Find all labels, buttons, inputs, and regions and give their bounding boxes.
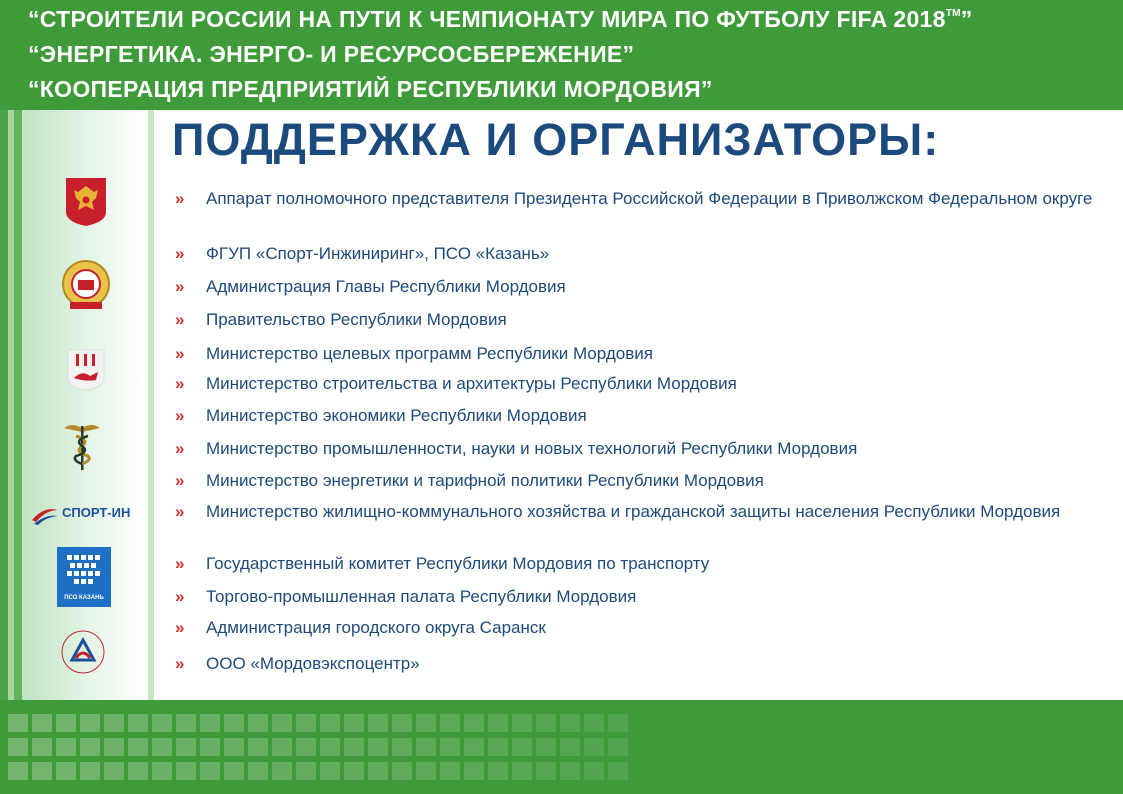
list-item [175,617,1095,639]
bullet-marker: » [175,439,185,458]
list-item-label: Администрация Главы Республики Мордовия [206,277,566,296]
footer-decor-square [152,762,172,780]
list-item-label: Администрация городского округа Саранск [206,618,546,637]
footer-decor-square [488,762,508,780]
footer-decor-square [104,738,124,756]
footer-decor-square [536,714,556,732]
footer-decor-square [392,738,412,756]
footer-decor-square [392,762,412,780]
pso-kazan-label: ПСО КАЗАНЬ [64,595,104,601]
mordovia-coat-of-arms-logo [60,258,112,319]
list-item [175,501,1095,523]
footer-decor-square [80,714,100,732]
bullet-marker: » [175,310,185,329]
footer-decor-square [224,714,244,732]
footer-decor-square [128,738,148,756]
footer-decor-square [512,762,532,780]
bullet-marker: » [175,587,185,606]
list-item-label: Аппарат полномочного представителя Президента Российской Федерации в Приволжском Федеральном округе [206,189,1093,208]
list-item-label: Министерство энергетики и тарифной политики Республики Мордовия [206,471,764,490]
footer-decor-square [536,738,556,756]
footer-decor-square [152,714,172,732]
pso-kazan-logo [57,547,111,607]
footer-decor-square [320,738,340,756]
list-item [175,243,1095,265]
footer-decor-square [224,738,244,756]
footer-decor-square [608,714,628,732]
footer-decor-square [8,762,28,780]
footer-decor-square [368,738,388,756]
footer-decor-square [416,738,436,756]
list-item-label: Министерство строительства и архитектуры Республики Мордовия [206,374,737,393]
footer-decor-square [32,738,52,756]
footer-decor-square [176,738,196,756]
list-item [175,276,1095,298]
bullet-marker: » [175,244,185,263]
list-item [175,470,1095,492]
footer-decor-square [56,738,76,756]
list-item [175,188,1095,210]
footer-decor-square [440,738,460,756]
footer-decor-square [200,738,220,756]
footer-decor-square [272,738,292,756]
header-banner [0,0,1123,110]
footer-decor-square [392,714,412,732]
list-item-label: Правительство Республики Мордовия [206,310,507,329]
list-item-label: Министерство промышленности, науки и новых технологий Республики Мордовия [206,439,858,458]
footer-decor-square [440,714,460,732]
footer-decor-square [224,762,244,780]
footer-decor-square [560,738,580,756]
footer-decor-square [368,714,388,732]
footer-decor-square [584,762,604,780]
footer-decor-square [464,762,484,780]
list-item [175,405,1095,427]
bullet-marker: » [175,189,185,208]
footer-decor-square [344,762,364,780]
bullet-marker: » [175,406,185,425]
list-item [175,653,1095,675]
bullet-marker: » [175,654,185,673]
footer-decor-square [344,714,364,732]
list-item [175,586,1095,608]
mordovexpocenter-logo [58,628,108,681]
footer-decor-square [200,762,220,780]
trademark: TM [945,8,961,19]
sport-in-label: СПОРТ-ИН [62,505,131,520]
footer-decor-square [512,738,532,756]
bullet-marker: » [175,554,185,573]
footer-decor-square [608,762,628,780]
list-item-label: Министерство целевых программ Республики Мордовия [206,344,653,363]
list-item-label: ФГУП «Спорт-Инжиниринг», ПСО «Казань» [206,244,550,263]
footer-decor-square [296,738,316,756]
footer-decor-square [560,714,580,732]
footer-decor-square [248,714,268,732]
bullet-marker: » [175,374,185,393]
footer-decor-square [512,714,532,732]
footer-decor-square [56,762,76,780]
list-item-label: Государственный комитет Республики Мордовия по транспорту [206,554,710,573]
list-item [175,343,1095,365]
list-item [175,553,1095,575]
left-stripe [0,110,8,700]
footer-decor-square [248,738,268,756]
footer-decor-square [320,762,340,780]
footer-decor-square [440,762,460,780]
footer-decor-square [608,738,628,756]
footer-decor-square [8,714,28,732]
footer-decor-square [464,738,484,756]
footer-decor-square [176,762,196,780]
footer-decor-square [32,762,52,780]
list-item [175,373,1095,395]
footer-decor-square [368,762,388,780]
footer-decor-square [464,714,484,732]
list-item-label: Министерство экономики Республики Мордовия [206,406,587,425]
footer-decor-square [56,714,76,732]
saransk-coat-of-arms-logo [66,348,106,397]
footer-decor-square [104,714,124,732]
footer-decor-square [8,738,28,756]
footer-decor-square [488,714,508,732]
list-item-label: ООО «Мордовэкспоцентр» [206,654,420,673]
bullet-marker: » [175,344,185,363]
bullet-marker: » [175,471,185,490]
footer-decor-square [584,738,604,756]
footer-decor-square [104,762,124,780]
page-title: ПОДДЕРЖКА И ОРГАНИЗАТОРЫ: [172,114,940,165]
footer-decor-square [560,762,580,780]
footer-decor-square [200,714,220,732]
header-line-3: “КООПЕРАЦИЯ ПРЕДПРИЯТИЙ РЕСПУБЛИКИ МОРДОВИЯ” [28,76,713,102]
footer-decor-square [296,762,316,780]
footer-decor-square [80,762,100,780]
russia-coat-of-arms-logo [64,176,108,233]
header-line-1: “СТРОИТЕЛИ РОССИИ НА ПУТИ К ЧЕМПИОНАТУ МИРА ПО ФУТБОЛУ FIFA 2018™” [28,6,973,32]
footer-decor-square [272,762,292,780]
list-item-label: Министерство жилищно-коммунального хозяйства и гражданской защиты населения Республики Мордовия [206,502,1061,521]
footer-decor-square [416,714,436,732]
list-item-label: Торгово-промышленная палата Республики Мордовия [206,587,637,606]
footer-decor-square [320,714,340,732]
footer-decor-square [488,738,508,756]
footer-decor-square [152,738,172,756]
footer-decor-square [272,714,292,732]
footer-decor-square [80,738,100,756]
footer-decor-square [416,762,436,780]
header-line-2: “ЭНЕРГЕТИКА. ЭНЕРГО- И РЕСУРСОСБЕРЕЖЕНИЕ” [28,41,635,67]
caduceus-chamber-logo [62,420,102,479]
footer-decor-square [128,714,148,732]
left-stripe [148,110,154,700]
left-stripe [14,110,22,700]
footer-decor-square [584,714,604,732]
sport-in-logo [30,500,140,526]
bullet-marker: » [175,277,185,296]
footer-decor-square [296,714,316,732]
list-item [175,309,1095,331]
footer-decor-square [176,714,196,732]
footer-band [0,700,1123,794]
footer-decor-square [344,738,364,756]
footer-decor-square [536,762,556,780]
footer-decor-square [248,762,268,780]
list-item [175,438,1095,460]
footer-decor-square [32,714,52,732]
bullet-marker: » [175,618,185,637]
footer-decor-square [128,762,148,780]
bullet-marker: » [175,502,185,521]
